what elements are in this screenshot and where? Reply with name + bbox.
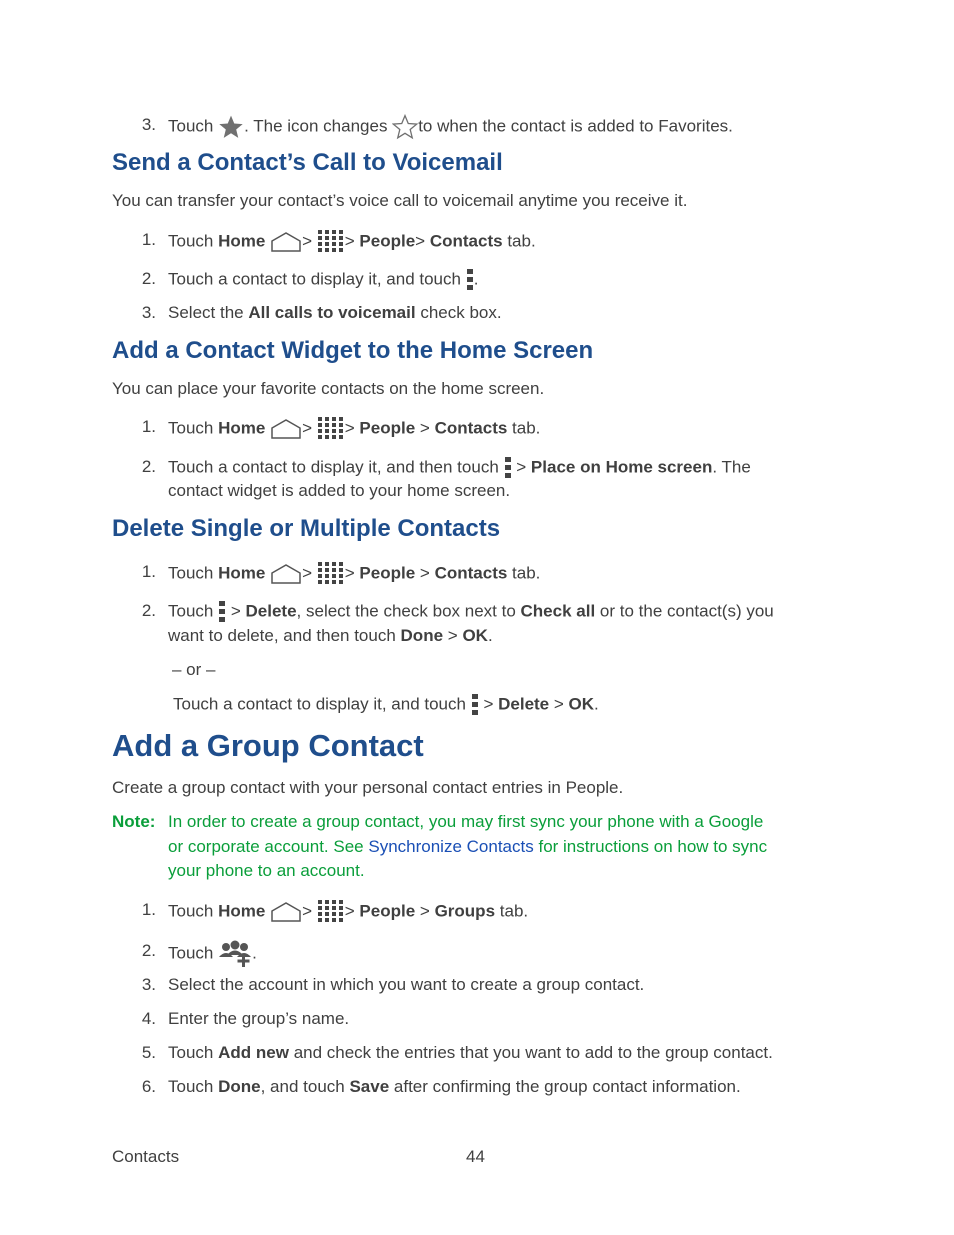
step-number: 5. [141, 1043, 156, 1062]
menu-dots-icon [504, 456, 512, 480]
or-separator: – or – [172, 660, 216, 679]
widget-step-2: Touch a contact to display it, and then touch > Place on Home screen. The [168, 456, 751, 480]
apps-grid-icon [317, 561, 345, 587]
voicemail-step-1: Touch Home > > People> Contacts tab. [168, 229, 536, 255]
voicemail-heading: Send a Contact’s Call to Voicemail [112, 149, 503, 176]
note-label: Note: [112, 812, 156, 831]
note-line-2: or corporate account. See Synchronize Contacts for instructions on how to sync [168, 837, 768, 856]
group-step-3: Select the account in which you want to create a group contact. [168, 975, 645, 994]
note-line-3: your phone to an account. [168, 861, 365, 880]
voicemail-step-3: Select the All calls to voicemail check box. [168, 303, 502, 322]
group-step-2: Touch . [168, 940, 257, 968]
apps-grid-icon [317, 899, 345, 925]
widget-step-1: Touch Home > > People > Contacts tab. [168, 416, 540, 442]
menu-dots-icon [218, 600, 226, 624]
star-outline-icon [392, 114, 418, 140]
step-number: 2. [141, 269, 156, 288]
note-line-1: In order to create a group contact, you may first sync your phone with a Google [168, 812, 764, 831]
widget-step-2-continued: contact widget is added to your home screen. [168, 481, 511, 500]
synchronize-contacts-link[interactable]: Synchronize Contacts [368, 837, 534, 856]
widget-heading: Add a Contact Widget to the Home Screen [112, 337, 594, 364]
favorites-step: Touch . The icon changes to when the contact is added to Favorites. [168, 114, 733, 140]
apps-grid-icon [317, 416, 345, 442]
voicemail-intro: You can transfer your contact’s voice call to voicemail anytime you receive it. [112, 191, 688, 210]
group-step-4: Enter the group’s name. [168, 1009, 350, 1028]
delete-heading: Delete Single or Multiple Contacts [112, 515, 501, 542]
menu-dots-icon [471, 693, 479, 717]
group-intro: Create a group contact with your personal contact entries in People. [112, 778, 624, 797]
delete-step-2: Touch > Delete, select the check box next to Check all or to the contact(s) you [168, 600, 774, 624]
footer-section: Contacts [112, 1147, 180, 1166]
step-number: 1. [141, 230, 156, 249]
apps-grid-icon [317, 229, 345, 255]
group-heading: Add a Group Contact [112, 728, 424, 763]
delete-step-1: Touch Home > > People > Contacts tab. [168, 561, 540, 587]
home-icon [270, 901, 302, 923]
home-icon [270, 563, 302, 585]
add-group-icon [218, 940, 252, 968]
step-number: 2. [141, 457, 156, 476]
step-number: 3. [141, 975, 156, 994]
home-icon [270, 231, 302, 253]
step-number: 1. [141, 417, 156, 436]
step-number: 1. [141, 562, 156, 581]
widget-intro: You can place your favorite contacts on the home screen. [112, 379, 545, 398]
step-number: 6. [141, 1077, 156, 1096]
step-number: 3. [141, 303, 156, 322]
step-number: 3. [141, 115, 156, 134]
home-icon [270, 418, 302, 440]
group-step-5: Touch Add new and check the entries that you want to add to the group contact. [168, 1043, 773, 1062]
step-number: 1. [141, 900, 156, 919]
step-number: 2. [141, 601, 156, 620]
group-step-1: Touch Home > > People > Groups tab. [168, 899, 528, 925]
delete-step-2-continued: want to delete, and then touch Done > OK. [168, 626, 493, 645]
delete-alternative: Touch a contact to display it, and touch > Delete > OK. [173, 693, 599, 717]
step-number: 4. [141, 1009, 156, 1028]
voicemail-step-2: Touch a contact to display it, and touch . [168, 268, 478, 292]
step-number: 2. [141, 941, 156, 960]
group-step-6: Touch Done, and touch Save after confirming the group contact information. [168, 1077, 741, 1096]
star-filled-icon [218, 114, 244, 140]
page-number: 44 [466, 1147, 485, 1166]
menu-dots-icon [466, 268, 474, 292]
